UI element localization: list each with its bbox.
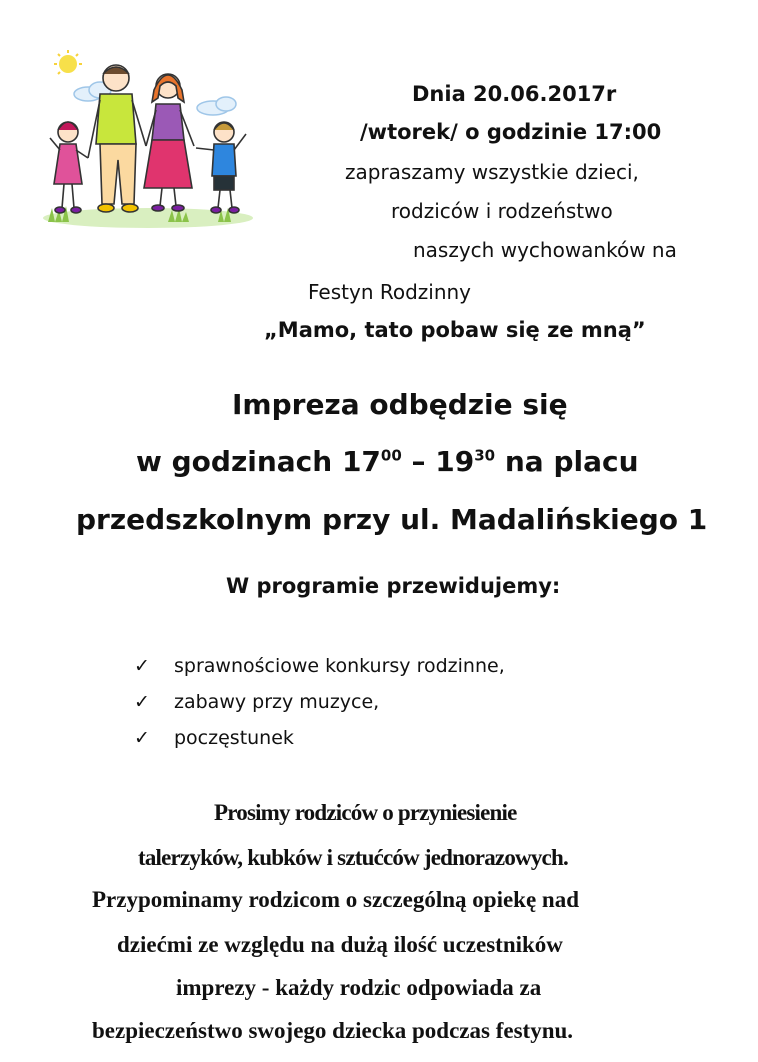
festival-name: Festyn Rodzinny xyxy=(308,280,472,304)
checkmark-icon: ✓ xyxy=(134,655,150,677)
girl-figure-icon xyxy=(50,122,88,213)
program-heading: W programie przewidujemy: xyxy=(226,574,561,598)
details-line: Impreza odbędzie się xyxy=(232,388,568,421)
checkmark-icon: ✓ xyxy=(134,727,150,749)
mother-figure-icon xyxy=(144,74,194,211)
list-item: ✓ zabawy przy muzyce, xyxy=(134,684,505,720)
event-title: „Mamo, tato pobaw się ze mną” xyxy=(264,318,646,342)
invitation-line: zapraszamy wszystkie dzieci, xyxy=(345,160,639,184)
invitation-line: naszych wychowanków na xyxy=(413,238,677,262)
details-hours: w godzinach $17^{00} - 19^{30}$ na placu xyxy=(136,445,639,478)
family-illustration-icon xyxy=(38,50,260,232)
list-item: ✓ poczęstunek xyxy=(134,720,505,756)
program-list xyxy=(134,648,505,756)
event-day-time: /wtorek/ o godzinie 17:00 xyxy=(360,120,662,144)
notice-line: dziećmi ze względu na dużą ilość uczestników xyxy=(117,932,563,957)
invitation-line: rodziców i rodzeństwo xyxy=(391,199,613,223)
boy-figure-icon xyxy=(196,122,246,213)
notice-line: imprezy - każdy rodzic odpowiada za xyxy=(176,975,542,1000)
sun-icon xyxy=(54,50,82,74)
details-address: przedszkolnym przy ul. Madalińskiego 1 xyxy=(76,503,708,536)
notice-line: talerzyków, kubków i sztućców jednorazowych. xyxy=(138,845,568,870)
list-item: ✓ sprawnościowe konkursy rodzinne, xyxy=(134,648,505,684)
notice-line: Przypominamy rodzicom o szczególną opiekę nad xyxy=(92,887,579,912)
notice-line: Prosimy rodziców o przyniesienie xyxy=(214,800,517,825)
event-date: Dnia 20.06.2017r xyxy=(412,82,617,106)
notice-line: bezpieczeństwo swojego dziecka podczas festynu. xyxy=(92,1018,574,1043)
checkmark-icon: ✓ xyxy=(134,691,150,713)
